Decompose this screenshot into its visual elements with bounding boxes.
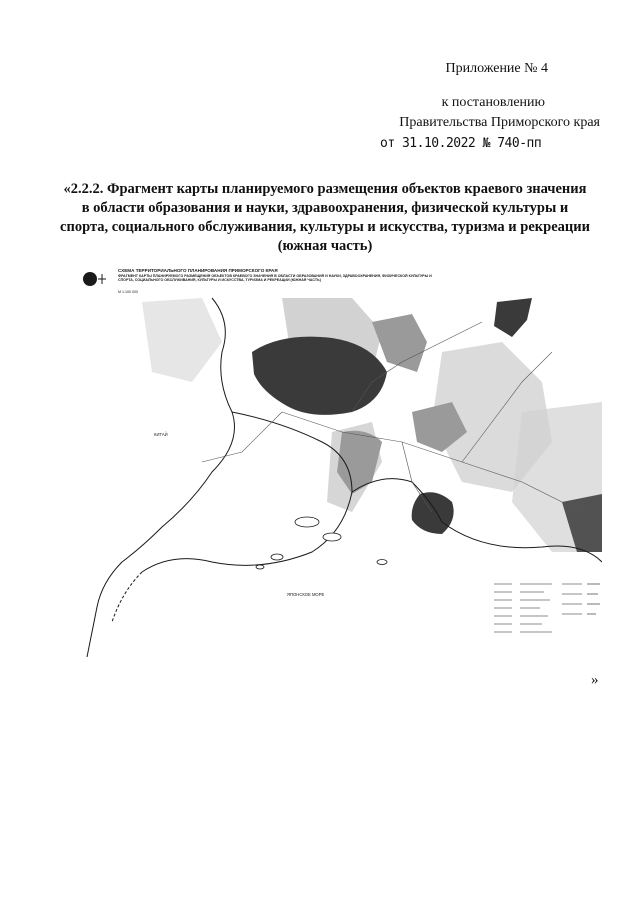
china-label: КИТАЙ: [154, 432, 168, 437]
map-subheading: ФРАГМЕНТ КАРТЫ ПЛАНИРУЕМОГО РАЗМЕЩЕНИЯ ОБЪЕКТОВ КРАЕВОГО ЗНАЧЕНИЯ В ОБЛАСТИ ОБРАЗОВАНИЯ И НАУКИ, ЗДРАВООХРАНЕНИЯ, ФИЗИЧЕСКОЙ КУЛЬТУРЫ И СПОРТА, СОЦИАЛЬНОГО ОБСЛУЖИВАНИЯ, КУЛЬТУРЫ И ИСКУССТВА, ТУРИЗМА И РЕКРЕАЦИИ (ЮЖНАЯ ЧАСТЬ): [118, 274, 432, 283]
light-land-zones: [142, 298, 602, 552]
government-name: Правительства Приморского края: [399, 115, 600, 130]
resolution-reference: к постановлению: [441, 95, 545, 110]
map-heading: СХЕМА ТЕРРИТОРИАЛЬНОГО ПЛАНИРОВАНИЯ ПРИМОРСКОГО КРАЯ: [118, 268, 278, 273]
map-legend: [492, 577, 602, 662]
document-title: «2.2.2. Фрагмент карты планируемого размещения объектов краевого значения в области образования и науки, здравоохранения, физической культуры и спорта, социального обслуживания, культуры и искусства, туризма и рекреации (южная часть): [60, 181, 590, 254]
islands: [256, 517, 387, 569]
map-logo-icon: [83, 272, 106, 286]
territorial-planning-map: [82, 262, 602, 662]
appendix-number: Приложение № 4: [445, 61, 548, 76]
closing-quote: »: [591, 672, 599, 688]
resolution-date-number: от 31.10.2022 № 740-пп: [380, 136, 542, 151]
map-scale: М 1:100 000: [118, 290, 138, 294]
sea-label: ЯПОНСКОЕ МОРЕ: [287, 592, 325, 597]
